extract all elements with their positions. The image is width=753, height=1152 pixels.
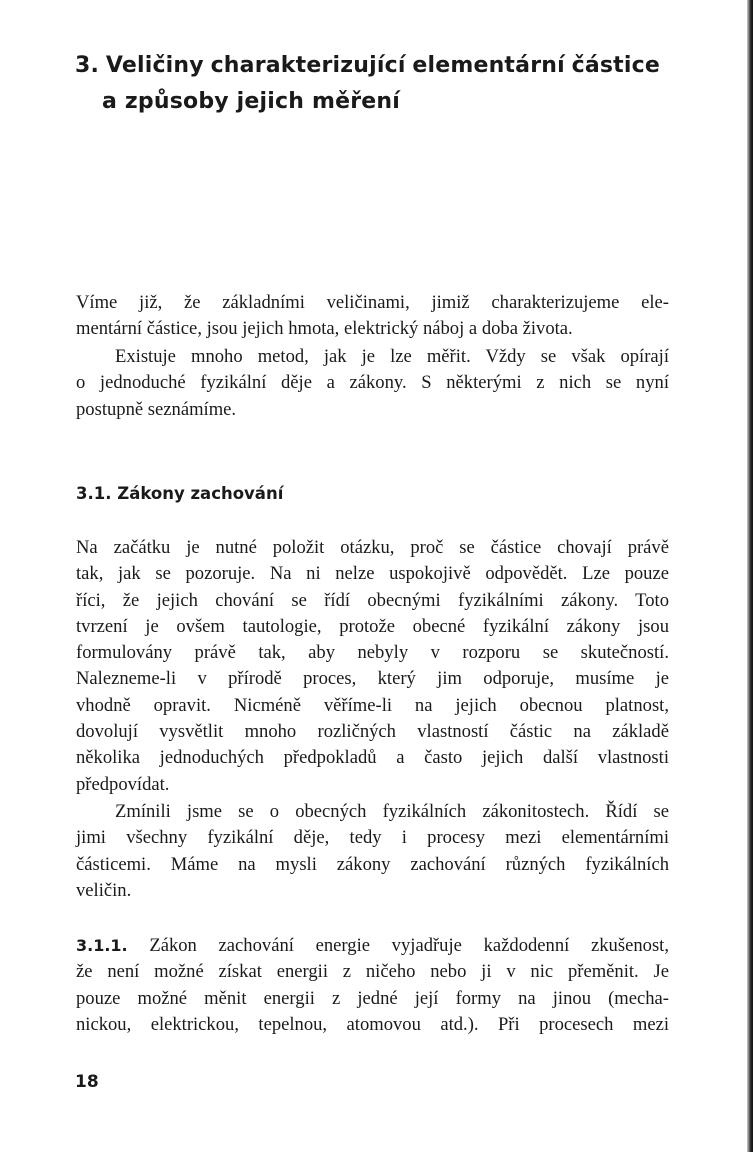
text-line: předpovídat.	[76, 773, 170, 795]
chapter-title	[75, 48, 675, 120]
text-line: Na začátku je nutné položit otázku, proč se částice chovají právě	[76, 537, 669, 558]
text-line: o jednoduché fyzikální děje a zákony. S některými z nich se nyní	[76, 372, 669, 394]
text-line: pouze možné měnit energii z jedné její formy na jinou (mecha-	[76, 987, 669, 1009]
text-line: říci, že jejich chování se řídí obecnými fyzikálními zákony. Toto	[76, 589, 669, 611]
intro-paragraph-2	[76, 344, 669, 423]
text-line: postupně seznámíme.	[76, 398, 237, 420]
text-line: dovolují vysvětlit mnoho rozličných vlastností částic na základě	[76, 721, 669, 743]
text-line: Existuje mnoho metod, jak je lze měřit. Vždy se však opírají	[115, 346, 669, 367]
section-heading-3-1: 3.1. Zákony zachování	[76, 484, 284, 503]
page-number: 18	[75, 1072, 99, 1092]
text-line: Zmínili jsme se o obecných fyzikálních zákonitostech. Řídí se	[115, 801, 669, 822]
chapter-number: 3.	[75, 53, 100, 78]
text-line: mentární částice, jsou jejich hmota, elektrický náboj a doba života.	[76, 318, 573, 340]
text-line: vhodně opravit. Nicméně věříme-li na jejich obecnou platnost,	[76, 694, 669, 716]
text-line: tvrzení je ovšem tautologie, protože obecné fyzikální zákony jsou	[76, 615, 669, 637]
section-3-1-paragraph-1	[76, 535, 669, 798]
text-line: jimi všechny fyzikální děje, tedy i procesy mezi elementárními	[76, 827, 669, 849]
text-line: Nalezneme-li v přírodě proces, který jim odporuje, musíme je	[76, 668, 669, 690]
text-line: několika jednoduchých předpokladů a často jejich další vlastnosti	[76, 747, 669, 769]
text-fragment: Zákon zachování energie vyjadřuje každodenní zkušenost,	[149, 935, 669, 956]
section-3-1-paragraph-2	[76, 799, 669, 904]
chapter-title-word: charakterizující	[210, 53, 406, 78]
text-line: částicemi. Máme na mysli zákony zachování různých fyzikálních	[76, 853, 669, 875]
chapter-title-line-2: a způsoby jejich měření	[102, 89, 401, 114]
text-line	[76, 933, 669, 959]
text-line: že není možné získat energii z ničeho nebo ji v nic přeměnit. Je	[76, 961, 669, 983]
chapter-title-line-1	[75, 48, 660, 84]
text-line: tak, jak se pozoruje. Na ni nelze uspokojivě odpovědět. Lze pouze	[76, 563, 669, 585]
text-line: nickou, elektrickou, tepelnou, atomovou atd.). Při procesech mezi	[76, 1013, 669, 1035]
chapter-title-word: elementární	[412, 53, 565, 78]
subsection-number: 3.1.1.	[76, 936, 128, 955]
text-line: Víme již, že základními veličinami, jimiž charakterizujeme ele-	[76, 292, 669, 313]
text-line: formulovány právě tak, aby nebyly v rozporu se skutečností.	[76, 642, 669, 664]
chapter-title-word: Veličiny	[105, 53, 204, 78]
text-line: veličin.	[76, 879, 132, 901]
chapter-title-word: částice	[571, 53, 660, 78]
page-binding-edge	[747, 0, 753, 1152]
intro-paragraph-1	[76, 290, 669, 343]
section-3-1-1-paragraph	[76, 933, 669, 1038]
